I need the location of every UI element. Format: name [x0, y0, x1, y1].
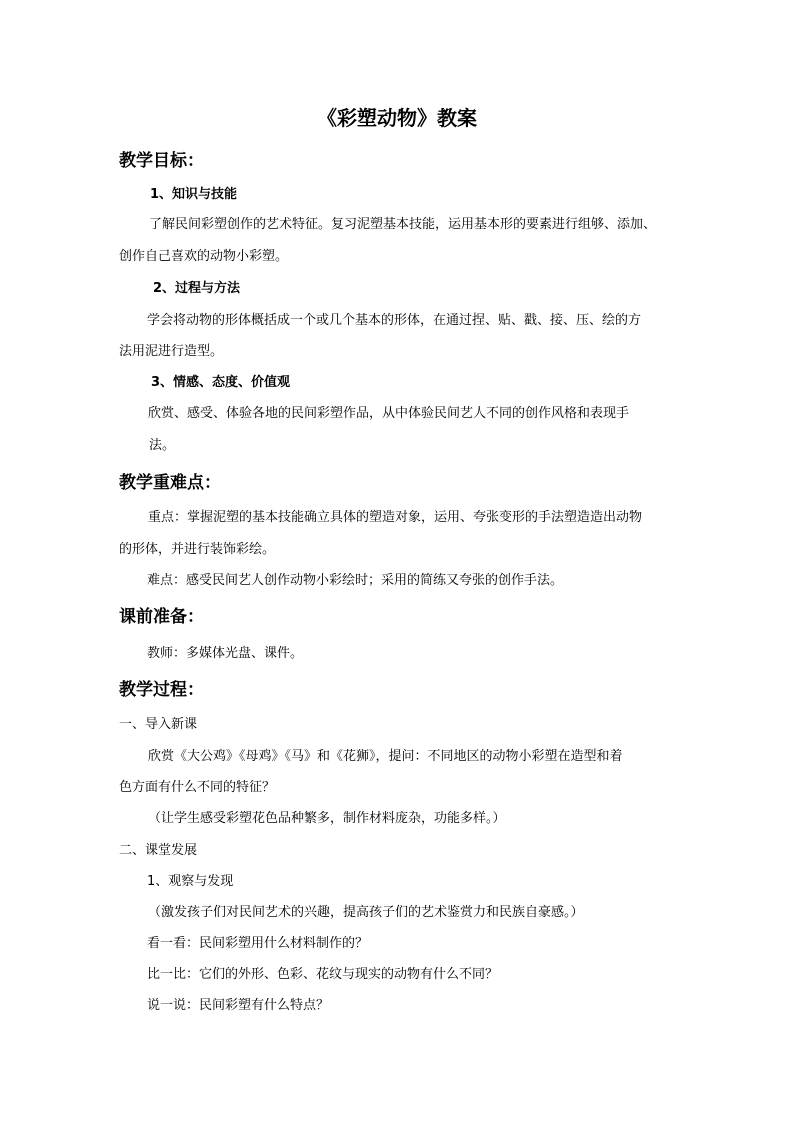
heading-objectives: 教学目标： — [119, 151, 204, 171]
paragraph-line: 的形体，并进行装饰彩绘。 — [119, 542, 276, 557]
paragraph-line: 说一说：民间彩塑有什么特点？ — [147, 998, 330, 1013]
heading-preparation: 课前准备： — [119, 607, 204, 627]
paragraph-line: 色方面有什么不同的特征？ — [119, 780, 276, 795]
paragraph-line: 了解民间彩塑创作的艺术特征。复习泥塑基本技能，运用基本形的要素进行组够、添加、 — [149, 217, 657, 232]
paragraph-line: 看一看：民间彩塑用什么材料制作的？ — [147, 936, 369, 951]
paragraph-line: 难点：感受民间艺人创作动物小彩绘时；采用的简练又夸张的创作手法。 — [147, 573, 564, 588]
paragraph-line: 法用泥进行造型。 — [119, 344, 224, 359]
paragraph-line: 欣赏、感受、体验各地的民间彩塑作品，从中体验民间艺人不同的创作风格和表现手 — [148, 406, 630, 421]
objective-label-process: 2、过程与方法 — [153, 281, 241, 296]
paragraph-line: （激发孩子们对民间艺术的兴趣，提高孩子们的艺术鉴赏力和民族自豪感。） — [148, 905, 584, 920]
paragraph-line: 学会将动物的形体概括成一个或几个基本的形体，在通过捏、贴、戳、接、压、绘的方 — [147, 313, 642, 328]
objective-label-knowledge: 1、知识与技能 — [150, 187, 238, 202]
paragraph-line: 教师：多媒体光盘、课件。 — [147, 646, 304, 661]
paragraph-line: 欣赏《大公鸡》《母鸡》《马》和《花狮》，提问：不同地区的动物小彩塑在造型和着 — [148, 749, 623, 764]
paragraph-line: 比一比：它们的外形、色彩、花纹与现实的动物有什么不同？ — [147, 967, 499, 982]
document-title: 《彩塑动物》教案 — [317, 106, 477, 130]
process-part-label: 一、导入新课 — [119, 717, 198, 732]
paragraph-line: （让学生感受彩塑花色品种繁多，制作材料庞杂，功能多样。） — [148, 811, 506, 826]
paragraph-line: 创作自己喜欢的动物小彩塑。 — [119, 249, 289, 264]
heading-keypoints: 教学重难点： — [119, 473, 221, 493]
paragraph-line: 重点：掌握泥塑的基本技能确立具体的塑造对象，运用、夸张变形的手法塑造造出动物 — [148, 510, 643, 525]
paragraph-line: 法。 — [149, 438, 176, 453]
process-part-label: 二、课堂发展 — [119, 843, 198, 858]
heading-process: 教学过程： — [119, 680, 204, 700]
process-sub-label: 1、观察与发现 — [147, 874, 234, 889]
objective-label-attitude: 3、情感、态度、价值观 — [151, 375, 291, 390]
